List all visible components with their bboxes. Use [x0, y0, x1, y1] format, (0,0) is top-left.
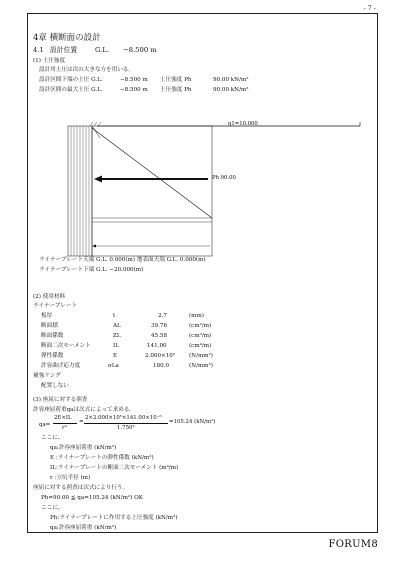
formula-denominator-numeric: 1.750³: [117, 425, 135, 431]
ring-value: 配置しない: [41, 383, 69, 389]
buckling-intro: 許容座屈荷重qaは次式によって求める。: [33, 407, 136, 413]
definition-item: Ph:ライナープレートに作用する土圧強度 (kN/m²): [50, 515, 178, 521]
ep-row-value: 90.00 kN/m²: [213, 77, 249, 83]
formula-qa: qa=: [39, 422, 51, 428]
formula-result: =105.24 (kN/m²): [169, 419, 216, 425]
chapter-title: 4章 横断面の設計: [33, 33, 101, 43]
buckling-heading: (3) 座屈に対する照査: [33, 397, 88, 403]
mat-value: 2.000×10⁵: [145, 353, 176, 359]
definition-item: E :ライナープレートの弾性係数 (kN/m²): [50, 455, 154, 461]
earth-pressure-heading: (1) 土圧強度: [33, 58, 66, 64]
mat-symbol: σLa: [108, 363, 119, 369]
ep-row-label: 設計区間下端の土圧 G.L.: [39, 77, 103, 83]
section-number: 4.1: [33, 46, 44, 54]
section-gl-value: −8.500 m: [123, 46, 157, 54]
earth-pressure-diagram: [60, 118, 378, 258]
mat-unit: (cm²/m): [189, 323, 212, 329]
ep-row-depth: −8.500 m: [120, 87, 148, 93]
materials-sub: ライナープレート: [33, 303, 78, 309]
mat-unit: (cm⁴/m): [189, 343, 212, 349]
mat-symbol: E: [113, 353, 118, 359]
fraction-bar: [84, 423, 168, 424]
footer-logo: FORUM8: [328, 539, 378, 550]
formula-numerator-symbolic: 2E×IL: [54, 415, 72, 421]
mat-value: 39.76: [151, 323, 168, 329]
formula-numerator-numeric: 2×2.000×10⁵×141.00×10⁻⁶: [85, 415, 162, 421]
mat-unit: (N/mm²): [189, 363, 213, 369]
definition-item: r :立坑半径 (m): [50, 475, 91, 481]
mat-value: 141.00: [147, 343, 167, 349]
mat-symbol: AL: [113, 323, 121, 329]
plate-top-level: ライナープレート天端 G.L. 0.000(m) 地表面天端 G.L. 0.000(m): [39, 257, 206, 263]
ep-row-type: 土圧強度 Ph: [160, 77, 192, 83]
mat-unit: (mm): [189, 313, 204, 319]
mat-unit: (cm³/m): [189, 333, 212, 339]
mat-name: 断面係数: [41, 333, 64, 339]
check-intro: 座屈に対する照査は次式により行う。: [33, 485, 129, 491]
definition-item: IL:ライナープレートの断面二次モーメント (m⁴/m): [50, 465, 179, 471]
page-number: - 7 -: [363, 4, 376, 12]
mat-value: 2.7: [158, 313, 167, 319]
ring-heading: 補強リング: [33, 373, 61, 379]
mat-name: 断面二次モーメント: [41, 343, 91, 349]
mat-name: 弾性係数: [41, 353, 64, 359]
mat-symbol: t: [113, 313, 116, 319]
mat-symbol: IL: [113, 343, 119, 349]
mat-value: 45.58: [151, 333, 168, 339]
materials-heading: (2) 使用材料: [33, 294, 66, 300]
resultant-pressure-label: Ph 90.00: [212, 175, 236, 181]
mat-name: 許容曲げ応力度: [41, 363, 81, 369]
definition-item: qa:許容座屈荷重 (kN/m²): [50, 445, 117, 451]
definitions-intro: ここに、: [41, 435, 64, 441]
ep-row-type: 土圧強度 Ph: [160, 87, 192, 93]
surcharge-label: q1=10.000: [228, 121, 258, 127]
earth-pressure-intro: 設計用土圧は次の大きな方を用いる。: [39, 67, 135, 73]
mat-symbol: ZL: [113, 333, 121, 339]
fraction-bar: [53, 423, 77, 424]
ep-row-value: 90.00 kN/m²: [213, 87, 249, 93]
section-label: 設計位置: [50, 46, 78, 54]
formula-equals: =: [79, 419, 84, 425]
check-result: Ph=90.00 ≦ qa=105.24 (kN/m²) OK: [41, 495, 143, 501]
ep-row-depth: −8.500 m: [120, 77, 148, 83]
mat-name: 板厚: [41, 313, 53, 319]
ep-row-label: 設計区間の最大土圧 G.L.: [39, 87, 103, 93]
mat-name: 断面積: [41, 323, 58, 329]
formula-denominator-symbolic: r³: [62, 425, 67, 431]
definitions-intro: ここに、: [41, 505, 64, 511]
mat-unit: (N/mm²): [189, 353, 213, 359]
plate-bottom-level: ライナープレート下端 G.L. −20.000(m): [39, 267, 144, 273]
definition-item: qa:許容座屈荷重 (kN/m²): [50, 525, 117, 531]
mat-value: 180.0: [153, 363, 170, 369]
section-gl-label: G.L.: [95, 46, 110, 54]
